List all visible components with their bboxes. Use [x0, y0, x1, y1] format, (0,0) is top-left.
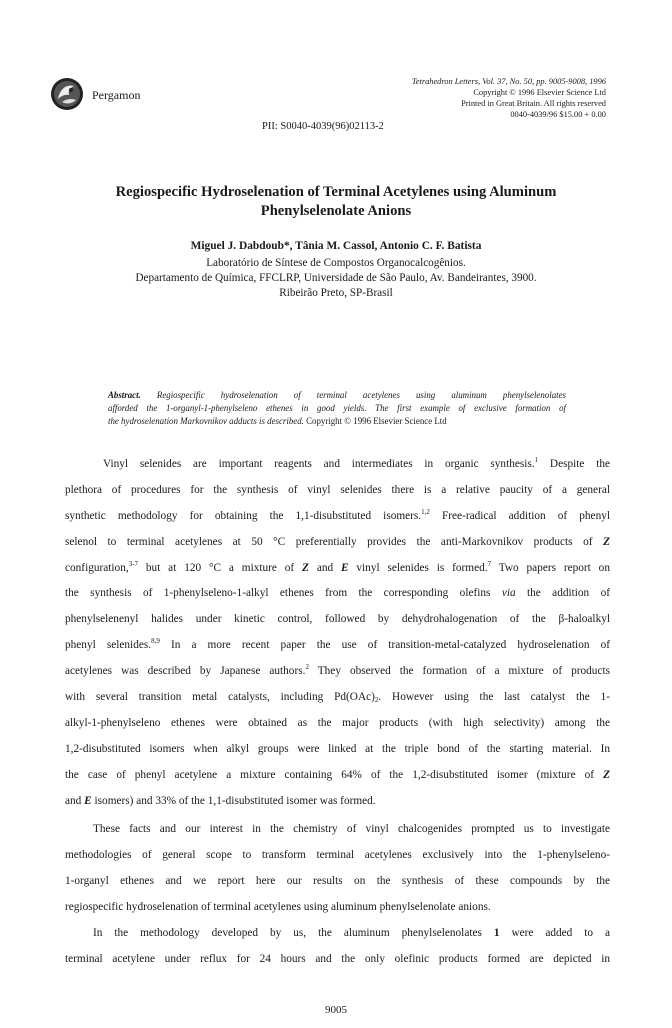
title-line-1: Regiospecific Hydroselenation of Terminal Acetylenes using Aluminum: [115, 184, 557, 200]
affiliation-line-3: Ribeirão Preto, SP-Brasil: [279, 287, 393, 299]
publisher-logo-icon: [50, 77, 84, 111]
journal-info: [412, 76, 606, 120]
authors: Miguel J. Dabdoub*, Tânia M. Cassol, Antonio C. F. Batista: [190, 240, 482, 252]
publisher-name: Pergamon: [92, 88, 141, 102]
text-line: the synthesis of 1-phenylseleno-1-alkyl ethenes from the corresponding olefins via the addition of: [65, 587, 610, 600]
text-line: configuration,$^{3-7}$ but at 120 °C a mixture of Z and E vinyl selenides is formed.$^7$ Two papers report on: [65, 559, 610, 574]
text-line: 1-organyl ethenes and we report here our results on the synthesis of these compounds by the: [65, 874, 610, 887]
page-number: 9005: [325, 1004, 347, 1016]
body-paragraph-3: [65, 921, 610, 973]
journal-citation: Tetrahedron Letters, Vol. 37, No. 50, pp. 9005-9008, 1996: [411, 77, 606, 86]
abstract: [108, 389, 566, 428]
text-line: the case of phenyl acetylene a mixture containing 64% of the 1,2-disubstituted isomer (mixture of Z: [65, 768, 610, 781]
title-line-2: Phenylselenolate Anions: [260, 203, 412, 219]
text-line: In the methodology developed by us, the aluminum phenylselenolates 1 were added to a: [93, 927, 611, 939]
paper-title: [0, 183, 672, 221]
affiliation: [0, 256, 672, 301]
text-line: synthetic methodology for obtaining the 1,1-disubstituted isomers.$^{1,2}$ Free-radical addition of phenyl: [65, 507, 611, 522]
abstract-copyright: Copyright © 1996 Elsevier Science Ltd: [306, 416, 447, 426]
text-line: plethora of procedures for the synthesis of vinyl selenides there is a relative paucity of a general: [65, 483, 610, 496]
text-line: selenol to terminal acetylenes at 50 °C preferentially provides the anti-Markovnikov products of Z: [65, 535, 610, 548]
text-line: 1,2-disubstituted isomers when alkyl groups were linked at the triple bond of the starting material. In: [65, 742, 610, 755]
affiliation-line-1: Laboratório de Síntese de Compostos Organocalcogênios.: [206, 257, 466, 269]
text-line: and E isomers) and 33% of the 1,1-disubstituted isomer was formed.: [65, 794, 376, 807]
affiliation-line-2: Departamento de Química, FFCLRP, Universidade de São Paulo, Av. Bandeirantes, 3900.: [135, 272, 537, 284]
body-paragraph-1: [65, 452, 610, 814]
body-paragraph-2: [65, 817, 610, 921]
text-line: phenyl selenides.$^{8,9}$ In a more recent paper the use of transition-metal-catalyzed hydroselenation of: [65, 637, 610, 652]
abstract-line-3: the hydroselenation Markovnikov adducts is described. Copyright © 1996 Elsevier Science Ltd: [108, 416, 447, 426]
abstract-line-2: afforded the 1-organyl-1-phenylseleno ethenes in good yields. The first example of exclusive formation of: [108, 403, 566, 413]
pii-identifier: PII: S0040-4039(96)02113-2: [262, 121, 384, 132]
text-line: phenylselenenyl halides under kinetic control, followed by dehydrohalogenation of the β-haloalkyl: [65, 613, 610, 626]
text-line: These facts and our interest in the chemistry of vinyl chalcogenides prompted us to investigate: [93, 823, 610, 835]
text-line: Vinyl selenides are important reagents and intermediates in organic synthesis.$^1$ Despite the: [103, 456, 611, 470]
text-line: with several transition metal catalysts, including $Pd(OAc)_2$. However using the last catalyst the 1-: [65, 691, 611, 705]
text-line: methodologies of general scope to transform terminal acetylenes exclusively into the 1-phenylseleno-: [65, 848, 610, 861]
text-line: alkyl-1-phenylseleno ethenes were obtained as the major products (with high selectivity) among the: [65, 716, 610, 729]
text-line: acetylenes was described by Japanese authors.$^2$ They observed the formation of a mixture of products: [65, 663, 610, 678]
text-line: terminal acetylene under reflux for 24 hours and the only olefinic products formed are depicted in: [65, 952, 610, 965]
text-line: regiospecific hydroselenation of terminal acetylenes using aluminum phenylselenolate anions.: [65, 900, 491, 913]
printed-line: Printed in Great Britain. All rights reserved: [461, 99, 606, 108]
copyright-line: Copyright © 1996 Elsevier Science Ltd: [473, 88, 606, 97]
abstract-line-1: Abstract. Regiospecific hydroselenation of terminal acetylenes using aluminum phenylselenolates: [108, 390, 567, 400]
price-line: 0040-4039/96 $15.00 + 0.00: [510, 110, 606, 119]
